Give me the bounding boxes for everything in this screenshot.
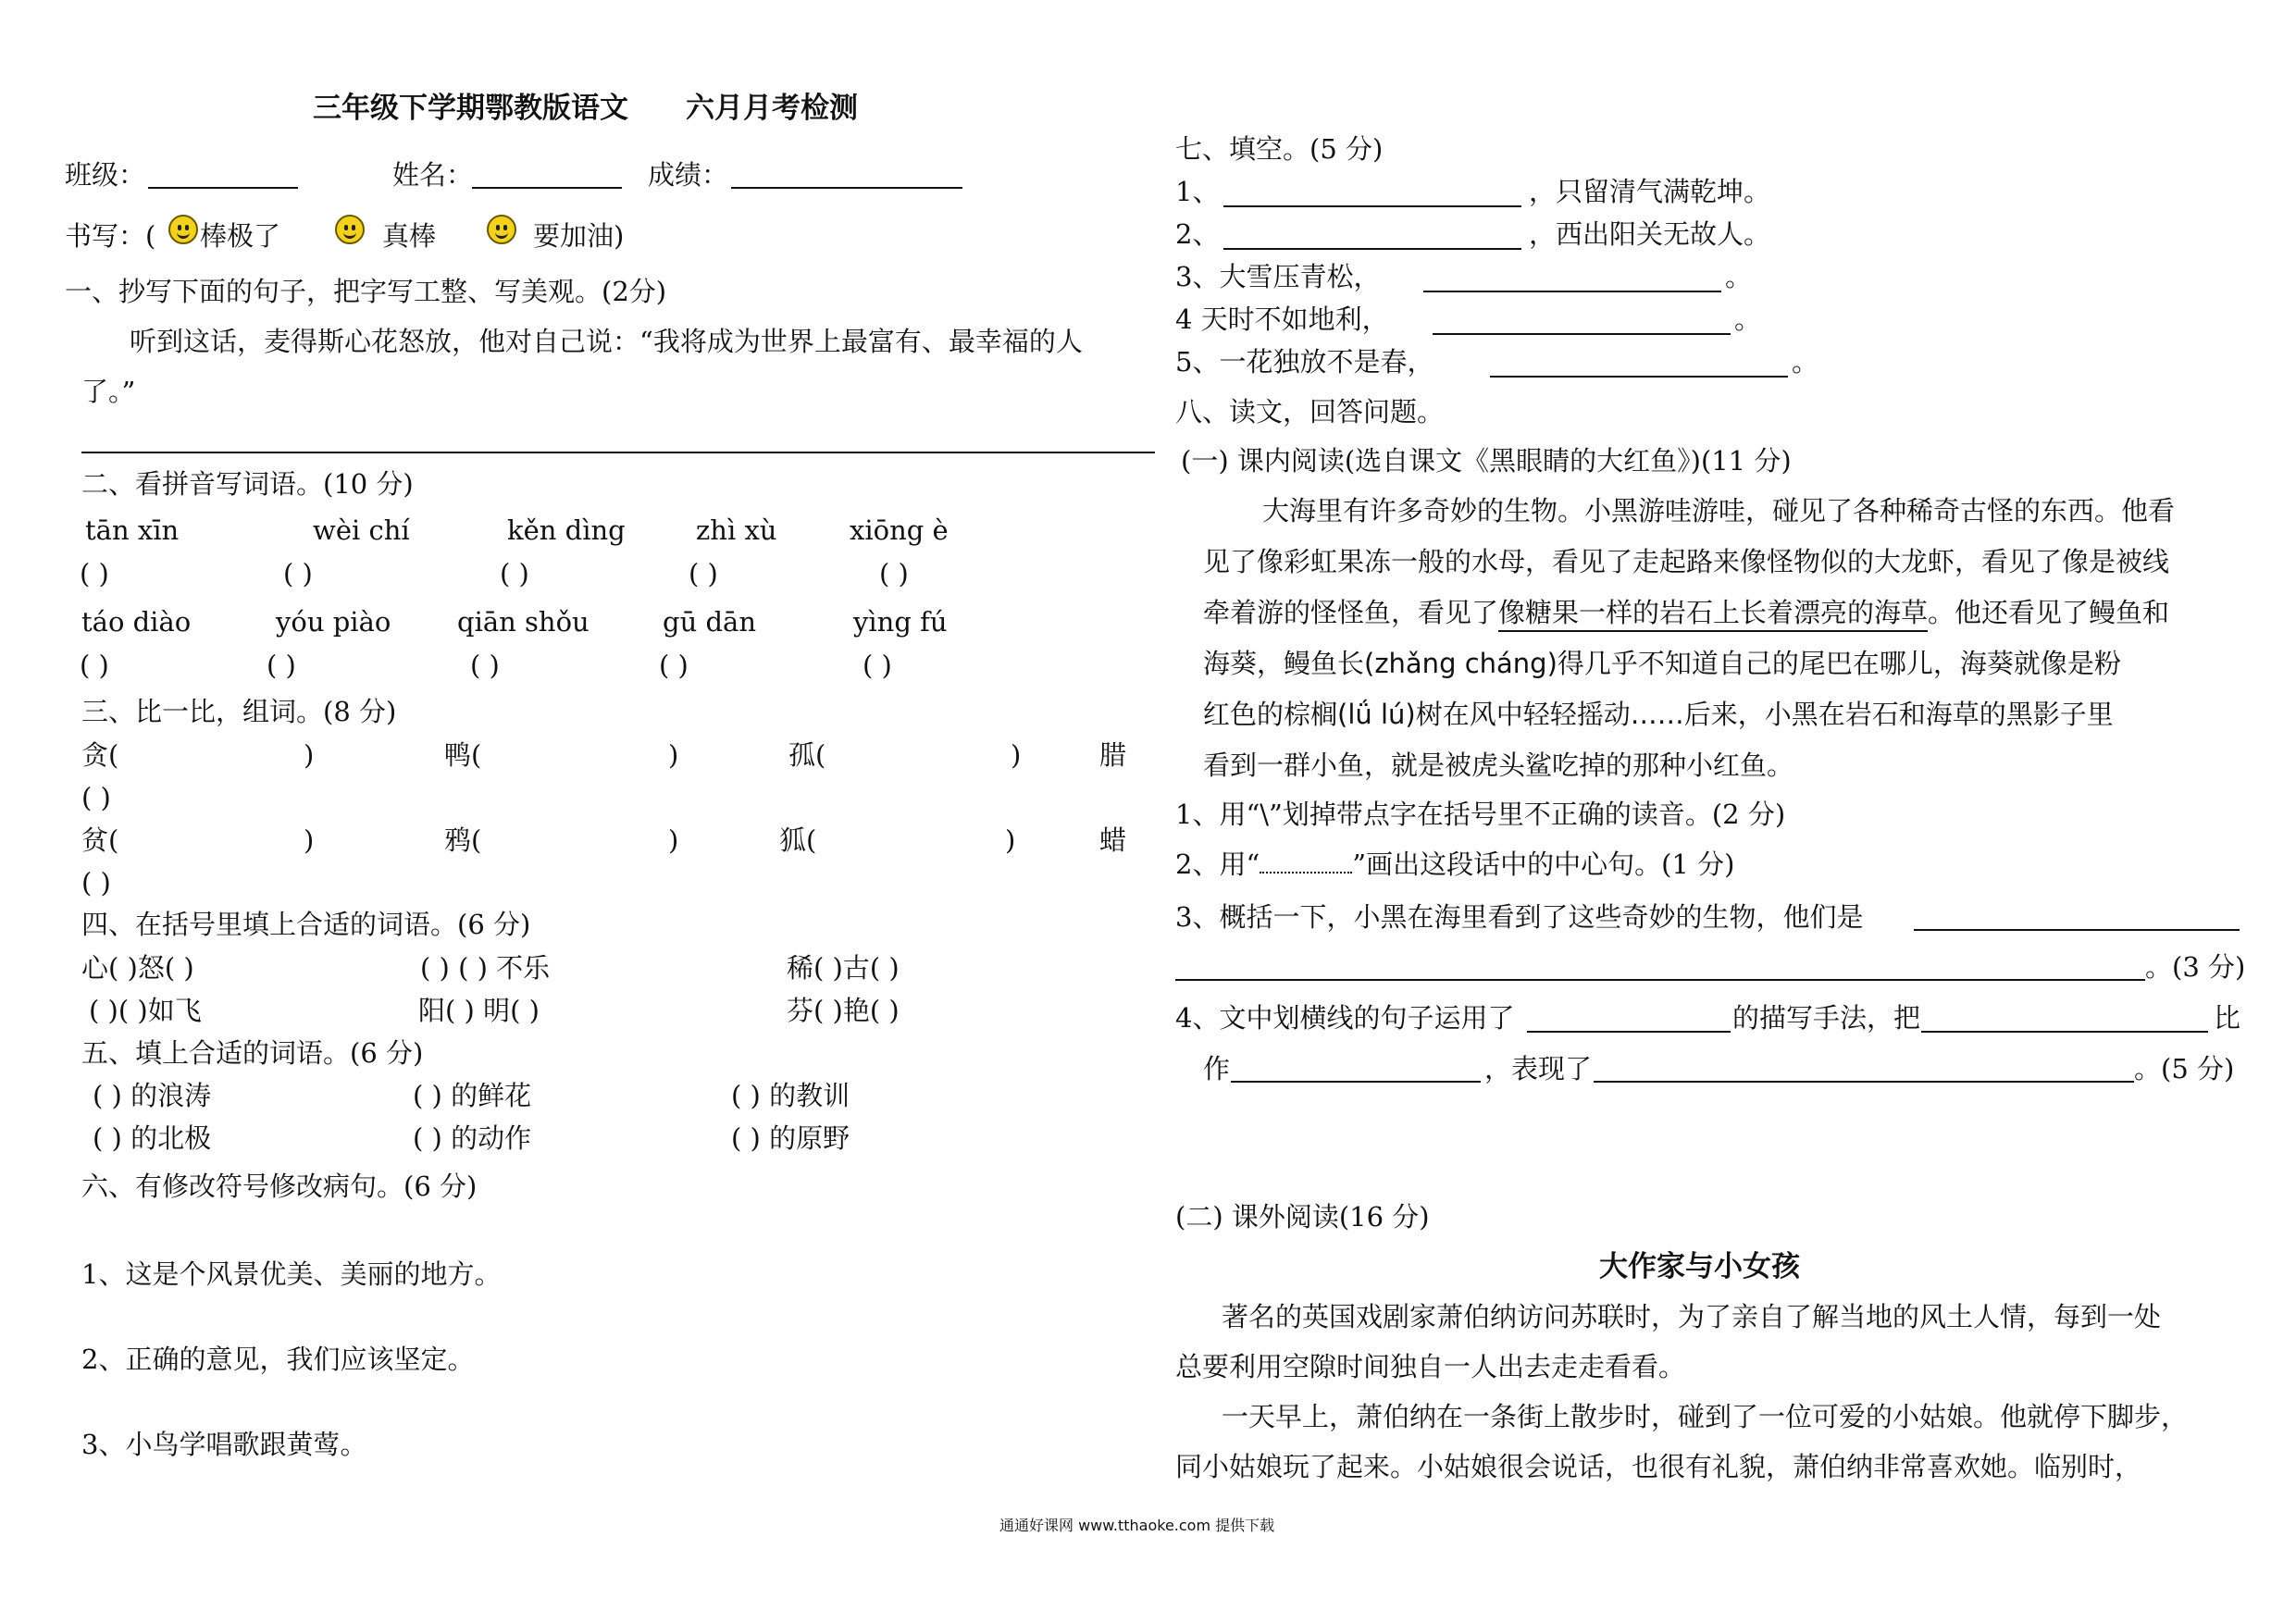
fill-prefix: 1、: [1175, 176, 1220, 207]
question-2: 2、用“ ”画出这段话中的中心句。(1 分): [1175, 849, 1735, 880]
score-blank[interactable]: [731, 187, 962, 189]
compare-char: 孤(: [788, 739, 826, 771]
section-6-heading: 六、有修改符号修改病句。(6 分): [81, 1171, 478, 1202]
answer-line[interactable]: [1594, 1081, 2134, 1083]
answer-line[interactable]: [1175, 979, 2145, 981]
compare-char: 蜡: [1099, 824, 1127, 856]
underlined-sentence: 像糖果一样的岩石上长着漂亮的海草: [1498, 597, 1928, 632]
wavy-line-sample: [1260, 848, 1352, 873]
smiley-icon[interactable]: [335, 215, 365, 244]
section-1-line-2: 了。”: [81, 376, 136, 407]
writing-option-1: 棒极了: [200, 220, 281, 252]
question-3: 3、概括一下，小黑在海里看到了这些奇妙的生物，他们是: [1175, 901, 1864, 933]
fill-blank[interactable]: [1223, 248, 1521, 250]
pinyin: yóu piào: [276, 606, 391, 638]
idiom-blank[interactable]: 稀( )古( ): [787, 952, 900, 984]
answer-bracket[interactable]: ( ): [267, 650, 296, 681]
compare-close: ): [304, 824, 315, 856]
question-4-part: ，表现了: [1484, 1053, 1593, 1084]
answer-line[interactable]: [1527, 1031, 1731, 1033]
compare-close: ): [1005, 824, 1016, 856]
answer-line[interactable]: [1921, 1031, 2208, 1033]
idiom-blank[interactable]: 阳( ) 明( ): [418, 995, 540, 1026]
section-2-heading: 二、看拼音写词语。(10 分): [81, 468, 414, 500]
compare-close: ): [1011, 739, 1022, 771]
pinyin: kěn dìng: [507, 514, 626, 546]
pinyin: yìng fú: [853, 606, 948, 638]
compare-close: ): [668, 824, 679, 856]
section-3-heading: 三、比一比，组词。(8 分): [81, 696, 397, 727]
idiom-blank[interactable]: 芬( )艳( ): [787, 995, 900, 1026]
class-label: 班级：: [65, 159, 146, 191]
fill-suffix: ，西出阳关无故人。: [1529, 218, 1771, 250]
copy-line[interactable]: [81, 452, 1155, 453]
writing-option-2: 真棒: [382, 220, 437, 252]
answer-bracket[interactable]: ( ): [863, 650, 892, 681]
pinyin: zhì xù: [696, 514, 777, 546]
pinyin: xiōng è: [850, 514, 949, 546]
footer-credit: 通通好课网 www.tthaoke.com 提供下载: [999, 1517, 1275, 1534]
compare-char: 腊: [1099, 739, 1127, 771]
sentence-item: 3、小鸟学唱歌跟黄莺。: [81, 1429, 367, 1460]
answer-bracket[interactable]: ( ): [470, 650, 500, 681]
passage-line: 看到一群小鱼，就是被虎头鲨吃掉的那种小红鱼。: [1203, 750, 1794, 781]
pinyin: wèi chí: [313, 514, 410, 546]
answer-bracket[interactable]: ( ): [879, 558, 909, 589]
story-title: 大作家与小女孩: [1599, 1250, 1800, 1283]
fill-blank[interactable]: [1223, 205, 1521, 207]
word-blank[interactable]: ( ) 的北极: [93, 1122, 212, 1154]
compare-char: 贫(: [81, 824, 119, 856]
sentence-item: 2、正确的意见，我们应该坚定。: [81, 1344, 475, 1375]
passage-line: 牵着游的怪怪鱼，看见了像糖果一样的岩石上长着漂亮的海草。他还看见了鳗鱼和: [1203, 595, 2169, 630]
answer-line[interactable]: [1914, 929, 2240, 931]
fill-suffix: 。: [1734, 304, 1762, 335]
compare-close: ): [304, 739, 315, 771]
reading-1-heading: (一) 课内阅读(选自课文《黑眼睛的大红鱼》)(11 分): [1181, 445, 1792, 477]
reading-2-heading: (二) 课外阅读(16 分): [1175, 1201, 1430, 1233]
passage-line: 海葵，鳗鱼长(zhǎng cháng)得几乎不知道自己的尾巴在哪儿，海葵就像是粉: [1203, 648, 2121, 679]
fill-blank[interactable]: [1490, 376, 1788, 378]
question-4-part: 作: [1203, 1053, 1231, 1084]
answer-bracket[interactable]: ( ): [80, 558, 109, 589]
passage-line: 著名的英国戏剧家萧伯纳访问苏联时，为了亲自了解当地的风土人情，每到一处: [1222, 1301, 2162, 1332]
section-1-line-1: 听到这话，麦得斯心花怒放，他对自己说：“我将成为世界上最富有、最幸福的人: [130, 326, 1083, 357]
name-label: 姓名：: [392, 159, 474, 191]
answer-bracket[interactable]: ( ): [689, 558, 718, 589]
answer-bracket[interactable]: ( ): [500, 558, 529, 589]
word-blank[interactable]: ( ) 的鲜花: [413, 1080, 532, 1111]
fill-prefix: 4 天时不如地利，: [1175, 304, 1389, 335]
compare-char: 鸦(: [444, 824, 482, 856]
section-8-heading: 八、读文，回答问题。: [1175, 396, 1445, 427]
passage-line: 一天早上，萧伯纳在一条街上散步时，碰到了一位可爱的小姑娘。他就停下脚步，: [1222, 1401, 2189, 1432]
compare-char: 鸭(: [444, 739, 482, 771]
answer-bracket[interactable]: ( ): [283, 558, 313, 589]
pinyin: gū dān: [663, 606, 756, 638]
answer-line[interactable]: [1231, 1081, 1481, 1083]
fill-suffix: 。: [1725, 261, 1753, 292]
answer-bracket[interactable]: ( ): [659, 650, 689, 681]
section-7-heading: 七、填空。(5 分): [1175, 133, 1384, 165]
smiley-icon[interactable]: [168, 215, 198, 244]
fill-blank[interactable]: [1433, 333, 1731, 335]
section-5-heading: 五、填上合适的词语。(6 分): [81, 1037, 424, 1069]
score-label: 成绩：: [648, 159, 729, 191]
compare-char: 贪(: [81, 739, 119, 771]
word-blank[interactable]: ( ) 的动作: [413, 1122, 532, 1154]
idiom-blank[interactable]: 心( )怒( ): [81, 952, 194, 984]
name-blank[interactable]: [472, 187, 622, 189]
answer-bracket[interactable]: ( ): [80, 650, 109, 681]
question-1: 1、用“\”划掉带点字在括号里不正确的读音。(2 分): [1175, 799, 1786, 830]
compare-char: 狐(: [779, 824, 817, 856]
fill-suffix: ，只留清气满乾坤。: [1529, 176, 1771, 207]
idiom-blank[interactable]: ( ) ( ) 不乐: [420, 952, 551, 984]
fill-blank[interactable]: [1423, 291, 1721, 292]
pinyin: tān xīn: [85, 514, 180, 546]
smiley-icon[interactable]: [487, 215, 516, 244]
question-4-score: 。(5 分): [2134, 1053, 2235, 1084]
section-4-heading: 四、在括号里填上合适的词语。(6 分): [81, 909, 531, 940]
passage-line: 红色的棕榈(lǘ lú)树在风中轻轻摇动……后来，小黑在岩石和海草的黑影子里: [1203, 699, 2114, 730]
answer-bracket[interactable]: ( ): [81, 867, 111, 898]
fill-suffix: 。: [1792, 346, 1819, 378]
pinyin: táo diào: [81, 606, 192, 638]
page-title: 三年级下学期鄂教版语文 六月月考检测: [313, 92, 858, 125]
question-4-part: 比: [2214, 1002, 2241, 1034]
question-4-part: 的描写手法，把: [1732, 1002, 1921, 1034]
section-1-heading: 一、抄写下面的句子，把字写工整、写美观。(2分): [65, 276, 667, 307]
word-blank[interactable]: ( ) 的原野: [731, 1122, 850, 1154]
question-4-part: 4、文中划横线的句子运用了: [1175, 1002, 1515, 1034]
word-blank[interactable]: ( ) 的浪涛: [93, 1080, 212, 1111]
pinyin: qiān shǒu: [457, 606, 590, 638]
fill-prefix: 2、: [1175, 218, 1220, 250]
passage-line: 同小姑娘玩了起来。小姑娘很会说话，也很有礼貌，萧伯纳非常喜欢她。临别时，: [1175, 1451, 2142, 1482]
sentence-item: 1、这是个风景优美、美丽的地方。: [81, 1258, 502, 1290]
question-3-score: 。(3 分): [2145, 951, 2246, 983]
idiom-blank[interactable]: ( )( )如飞: [89, 995, 202, 1026]
fill-prefix: 3、大雪压青松，: [1175, 261, 1381, 292]
word-blank[interactable]: ( ) 的教训: [731, 1080, 850, 1111]
compare-close: ): [668, 739, 679, 771]
writing-label: 书写：(: [65, 220, 156, 252]
fill-prefix: 5、一花独放不是春，: [1175, 346, 1434, 378]
class-blank[interactable]: [148, 187, 298, 189]
passage-line: 总要利用空隙时间独自一人出去走走看看。: [1175, 1351, 1686, 1382]
passage-line: 大海里有许多奇妙的生物。小黑游哇游哇，碰见了各种稀奇古怪的东西。他看: [1262, 495, 2176, 527]
writing-option-3: 要加油): [533, 220, 625, 252]
passage-line: 见了像彩虹果冻一般的水母，看见了走起路来像怪物似的大龙虾，看见了像是被线: [1203, 546, 2170, 577]
answer-bracket[interactable]: ( ): [81, 782, 111, 813]
